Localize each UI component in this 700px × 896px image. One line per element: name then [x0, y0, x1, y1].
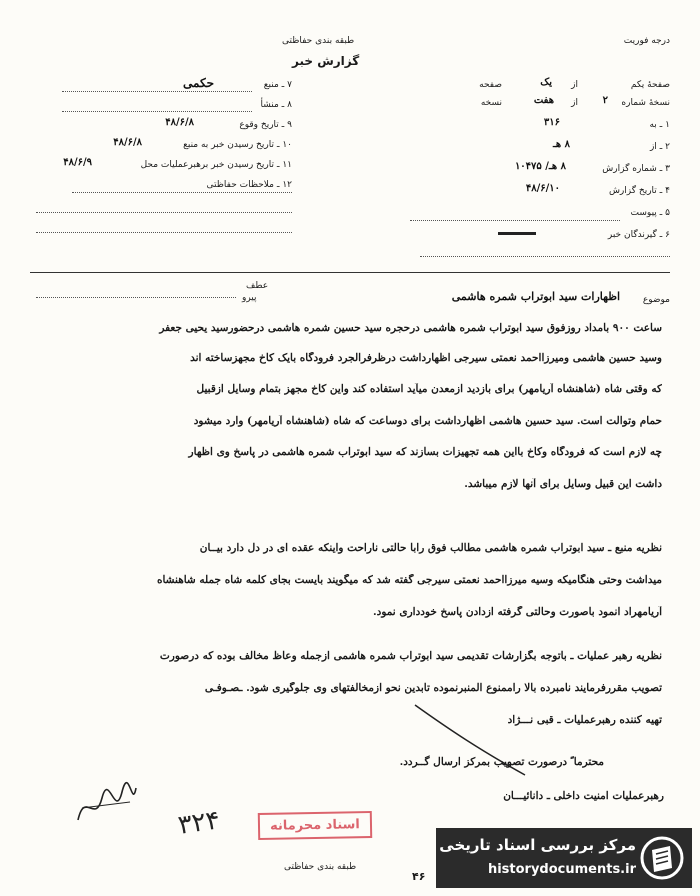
archive-watermark — [436, 828, 692, 888]
followup-label: پیرو — [242, 293, 257, 303]
subject-value: اظهارات سید ابوتراب شمره هاشمی — [451, 290, 620, 303]
occurrence-date-label: ۹ ـ تاریخ وقوع — [239, 120, 292, 130]
body-line: داشت این قبیل وسایل برای آنها لازم میباشد. — [464, 478, 662, 490]
report-number-label: ۳ ـ شماره گزارش — [602, 164, 670, 174]
archive-name: مرکز بررسی اسناد تاریخی — [439, 836, 636, 854]
body-line: تصویب مقررفرمایند نامبرده بالا راممنوع المنبرنموده تابدین نحو ازمخالفتهای وی جلوگیری شود. ـصـوفـی — [204, 682, 662, 694]
subject-label: موضوع — [642, 295, 670, 305]
source-value: حکمی — [183, 76, 214, 90]
source-label: ۷ ـ منبع — [263, 80, 292, 90]
page-count-value: یک — [540, 77, 552, 88]
body-line: وسید حسین هاشمی ومیرزااحمد نعمتی سیرجی اظهارداشت درظرفرالجرد فرودگاه بایک کاخ مجهزساخته اند — [190, 352, 662, 364]
body-line: تهیه کننده رهبرعملیات ـ قبی نـــژاد — [507, 714, 662, 726]
occurrence-date-value: ۴۸/۶/۸ — [165, 117, 194, 128]
origin-label: ۸ ـ منشأ — [260, 100, 292, 110]
copy-number-value: ۲ — [602, 95, 608, 106]
from-label: ۲ ـ از — [649, 142, 670, 152]
handwritten-signature — [70, 780, 140, 830]
approval-stroke — [410, 700, 530, 780]
report-date-value: ۴۸/۶/۱۰ — [525, 183, 560, 194]
source-received-label: ۱۰ ـ تاریخ رسیدن خبر به منبع — [183, 140, 292, 150]
report-date-label: ۴ ـ تاریخ گزارش — [608, 186, 670, 196]
classification-bottom: طبقه بندی حفاظتی — [284, 862, 357, 872]
urgency-label: درجه فوریت — [623, 36, 670, 46]
archive-site: historydocuments.ir — [487, 862, 636, 877]
handwritten-number: ۳۲۴ — [176, 805, 222, 841]
attachment-label: ۵ ـ پیوست — [630, 208, 670, 218]
reference-label: عطف — [246, 281, 269, 291]
body-line: که وقتی شاه (شاهنشاه آریامهر) برای بازدید ازمعدن میآید استفاده کند واین کاخ مجهز بتمام وسایل ازقبیل — [196, 383, 662, 395]
copy-total-value: هفت — [533, 95, 554, 106]
body-line: ساعت ۹۰۰ بامداد روزفوق سید ابوتراب شمره هاشمی درحجره سید حسین شمره هاشمی درحضورسید یحیی جعفر — [159, 322, 662, 334]
report-title: گزارش خبر — [292, 54, 360, 68]
body-line: چه لازم است که فرودگاه وکاخ بااین همه تجهیزات بسازند که سید ابوتراب شمره هاشمی در پاسخ وی اظهار — [188, 446, 662, 458]
recipients-label: ۶ ـ گیرندگان خبر — [607, 230, 670, 240]
report-number-value: ۸ هـ/ ۱۰۴۷۵ — [514, 161, 566, 172]
signoff: رهبرعملیات امنیت داخلی ـ دانائیـــان — [503, 790, 664, 802]
page-number: ۴۶ — [412, 870, 426, 883]
from-value: ۸ هـ — [552, 139, 570, 150]
classification-top: طبقه بندی حفاظتی — [282, 36, 355, 46]
body-line: آریامهراد انمود باصورت وحالتی گرفته ازدادن پاسخ خودداری نمود. — [372, 606, 662, 618]
closing-note: محترما ً درصورت تصویب بمرکز ارسال گــردد. — [399, 756, 604, 768]
ops-received-label: ۱۱ ـ تاریخ رسیدن خبر برهبرعملیات محل — [140, 160, 292, 170]
redaction-mark — [498, 232, 536, 235]
to-value: ۳۱۶ — [543, 117, 560, 128]
body-line: نظریه منبع ـ سید ابوتراب شمره هاشمی مطالب فوق رابا حالتی ناراحت واینکه عقده ای در دل دارد بیــان — [199, 542, 662, 554]
archive-logo-icon — [640, 836, 684, 880]
body-line: حمام وتوالت است. سید حسین هاشمی اظهارداشت برای دوساعت که شاه (شاهنشاه آریامهر) وارد میشود — [193, 415, 662, 427]
copy-label: نسخهٔ شماره — [621, 98, 670, 108]
page-label: صفحهٔ یکم — [630, 80, 670, 90]
body-line: نظریه رهبر عملیات ـ باتوجه بگزارشات تقدیمی سید ابوتراب شمره هاشمی ازجمله وعاظ مخالف بوده که درصورت — [159, 650, 662, 662]
security-notes-label: ۱۲ ـ ملاحظات حفاظتی — [206, 180, 292, 190]
source-received-value: ۴۸/۶/۸ — [113, 137, 142, 148]
ops-received-value: ۴۸/۶/۹ — [63, 157, 92, 168]
confidential-stamp: اسناد محرمانه — [258, 811, 372, 840]
to-label: ۱ ـ به — [649, 120, 670, 130]
body-line: میداشت وحتی هنگامیکه وسیه میرزااحمد نعمتی سیرجی گفته شد که میگویند بایست بجای کلمه شاه جمله شاهنشاه — [156, 574, 662, 586]
